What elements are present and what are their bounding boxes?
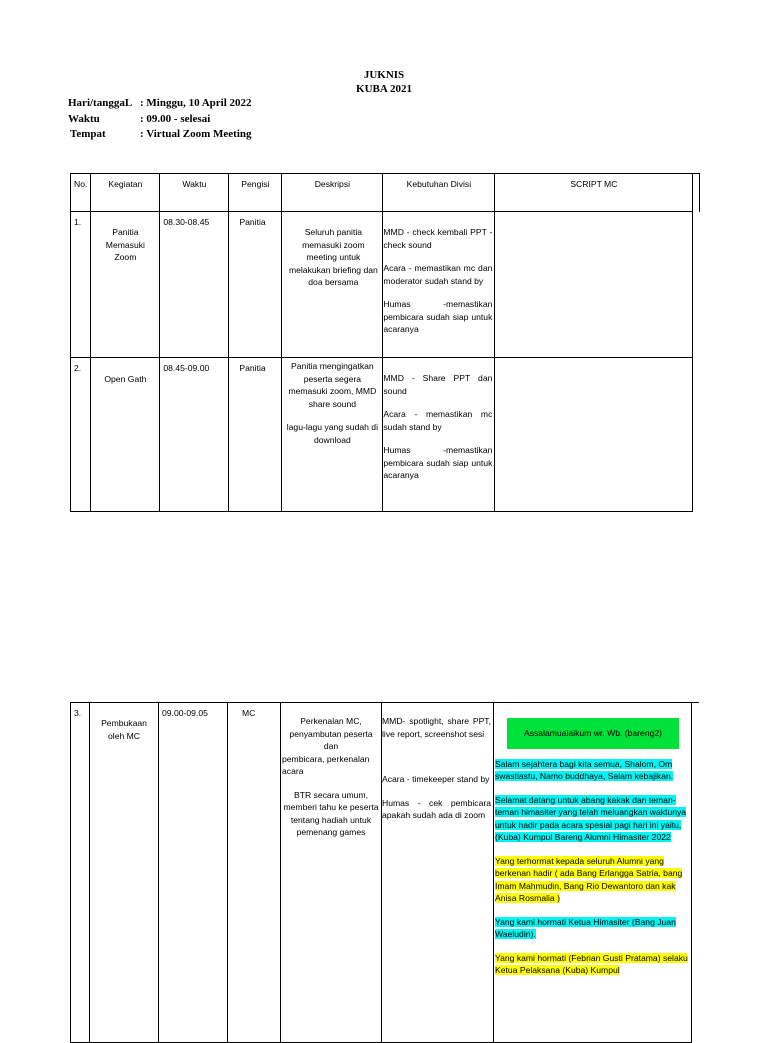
cell-no: 3. (74, 708, 82, 718)
cell-deskripsi (281, 703, 381, 839)
column-header-pengisi: Pengisi (241, 179, 270, 189)
cell-pengisi: MC (242, 708, 256, 718)
document-subtitle: KUBA 2021 (356, 83, 412, 95)
cell-kebutuhan (383, 212, 494, 336)
cell-pengisi: Panitia (239, 363, 266, 373)
meta-value: : 09.00 - selesai (140, 113, 211, 125)
juknis-table-page1 (70, 173, 700, 512)
cell-kegiatan: Panitia Memasuki Zoom (105, 227, 145, 262)
script-paragraph: Yang terhormat kepada seluruh Alumni yang berkenan hadir ( ada Bang Erlangga Satria, bang Imam Mahmudin, Bang Rio Dewantoro dan kak Anisa Rosmalia ) (495, 855, 683, 903)
cell-no: 2. (74, 363, 82, 373)
script-paragraph: Salam sejahtera bagi kita semua, Shalom, Om swastiastu, Namo buddhaya, Salam kebajikan. (495, 758, 674, 781)
script-paragraph: Yang kami hormati Ketua Himasiter (Bang Juan Waeludin). (495, 916, 676, 939)
column-header-script: SCRIPT MC (570, 179, 618, 189)
kebutuhan-item: MMD- spotlight, share PPT, live report, screenshot sesi (382, 716, 491, 739)
meta-value: : Virtual Zoom Meeting (140, 128, 252, 140)
table-row (71, 212, 700, 358)
column-header-deskripsi: Deskripsi (314, 179, 351, 189)
cell-script-empty (495, 212, 693, 358)
deskripsi-item: pembicara, perkenalan acara (282, 753, 370, 776)
table-row (71, 703, 699, 1043)
cell-kegiatan: Open Gath (104, 374, 147, 384)
cell-waktu: 09.00-09.05 (162, 708, 208, 718)
column-header-waktu: Waktu (182, 179, 207, 189)
kebutuhan-item: Humas -memastikan pembicara sudah siap untuk acaranya (383, 445, 493, 480)
kebutuhan-item: Humas - cek pembicara apakah sudah ada di zoom (382, 797, 491, 820)
column-header-no: No. (74, 179, 88, 189)
cell-kebutuhan (383, 358, 494, 482)
document-title: JUKNIS (363, 69, 405, 81)
kebutuhan-item: Acara - memastikan mc dan moderator sudah stand by (383, 263, 493, 286)
meta-label: Waktu (68, 113, 100, 125)
table-header-row (71, 174, 700, 212)
script-paragraph: Yang kami hormati (Febrian Gusti Pratama) selaku Ketua Pelaksana (Kuba) Kumpul (495, 952, 688, 975)
cell-kegiatan: Pembukaan oleh MC (101, 718, 147, 741)
kebutuhan-item: Acara - memastikan mc sudah stand by (383, 409, 493, 432)
meta-label: Hari/tanggaL (68, 97, 133, 109)
script-mc-cell (494, 718, 691, 977)
column-header-kegiatan: Kegiatan (108, 179, 143, 189)
cell-deskripsi (282, 358, 382, 446)
deskripsi-item: Panitia mengingatkan peserta segera memasuki zoom, MMD share sound (288, 361, 377, 409)
table-row (71, 358, 700, 512)
cell-pengisi: Panitia (239, 217, 266, 227)
juknis-table-page2 (70, 702, 699, 1043)
meta-label: Tempat (70, 128, 106, 140)
cell-deskripsi: Seluruh panitia memasuki zoom meeting untuk melakukan briefing dan doa bersama (288, 227, 378, 287)
deskripsi-item: BTR secara umum, memberi tahu ke peserta tentang hadiah untuk pemenang games (283, 789, 379, 837)
greeting-highlight-box: Assalamualaikum wr. Wb. (bareng2) (507, 718, 679, 749)
cell-no: 1. (74, 217, 82, 227)
cell-script-empty (495, 358, 693, 512)
kebutuhan-item: Humas -memastikan pembicara sudah siap untuk acaranya (383, 299, 493, 334)
meta-value: : Minggu, 10 April 2022 (140, 97, 252, 109)
cell-kebutuhan (382, 703, 493, 822)
deskripsi-item: lagu-lagu yang sudah di download (286, 422, 378, 445)
deskripsi-item: Perkenalan MC, penyambutan peserta dan (289, 716, 373, 751)
script-paragraph: Selamat datang untuk abang kakak dan teman-teman himasiter yang telah meluangkan waktunya untuk hadir pada acara spesial pagi hari ini yaitu, (Kuba) Kumpul Bareng Alumni Himasiter 2022 (495, 794, 687, 842)
kebutuhan-item: Acara - timekeeper stand by (382, 774, 490, 784)
kebutuhan-item: MMD - Share PPT dan sound (383, 373, 493, 396)
cell-waktu: 08.30-08.45 (163, 217, 210, 227)
cell-waktu: 08.45-09.00 (163, 363, 210, 373)
column-header-kebutuhan: Kebutuhan Divisi (406, 179, 472, 189)
kebutuhan-item: MMD - check kembali PPT - check sound (383, 227, 493, 250)
